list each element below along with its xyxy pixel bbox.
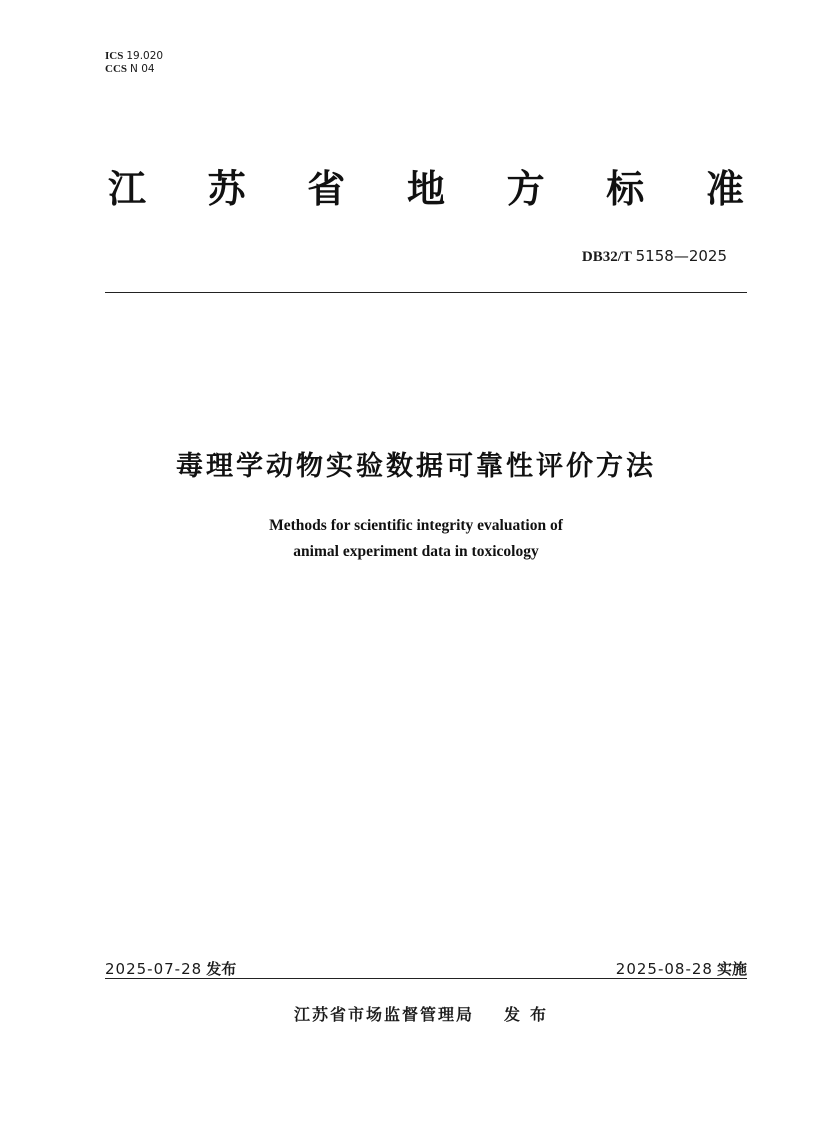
ics-label: ICS bbox=[105, 50, 124, 62]
document-title-chinese: 毒理学动物实验数据可靠性评价方法 bbox=[176, 451, 656, 482]
ccs-code-row bbox=[105, 63, 163, 76]
implementation-date-value: 2025-08-28 bbox=[615, 960, 713, 978]
standard-type-char: 准 bbox=[705, 166, 744, 211]
issue-date-value: 2025-07-28 bbox=[105, 960, 203, 978]
publisher-organization: 江苏省市场监督管理局 bbox=[293, 1005, 474, 1024]
issue-date-label: 发布 bbox=[206, 960, 237, 978]
publisher bbox=[0, 1002, 815, 1025]
implementation-date-label: 实施 bbox=[716, 960, 747, 978]
document-title-english bbox=[0, 513, 815, 565]
standard-number-prefix: DB32/T bbox=[581, 249, 632, 265]
english-title-line-2: animal experiment data in toxicology bbox=[293, 543, 539, 560]
ics-value: 19.020 bbox=[126, 50, 164, 62]
standard-type-char: 地 bbox=[406, 166, 445, 211]
standard-type-char: 江 bbox=[107, 166, 146, 211]
standard-number-value: 5158—2025 bbox=[635, 247, 727, 265]
english-title-line-1: Methods for scientific integrity evaluation of bbox=[269, 517, 563, 534]
standard-type-char: 方 bbox=[506, 166, 545, 211]
classification-codes bbox=[105, 50, 163, 76]
top-divider bbox=[105, 292, 747, 293]
issue-date bbox=[105, 958, 236, 979]
standard-type-char: 苏 bbox=[207, 166, 246, 211]
standard-type-char: 标 bbox=[606, 166, 645, 211]
ccs-label: CCS bbox=[105, 63, 128, 75]
standard-number bbox=[582, 247, 727, 266]
publisher-action: 发布 bbox=[504, 1005, 557, 1024]
bottom-divider bbox=[105, 978, 747, 979]
implementation-date bbox=[616, 958, 747, 979]
ics-code-row bbox=[105, 50, 163, 63]
standard-type-heading bbox=[105, 160, 747, 210]
standard-type-char: 省 bbox=[307, 166, 346, 211]
ccs-value: N 04 bbox=[130, 63, 155, 75]
